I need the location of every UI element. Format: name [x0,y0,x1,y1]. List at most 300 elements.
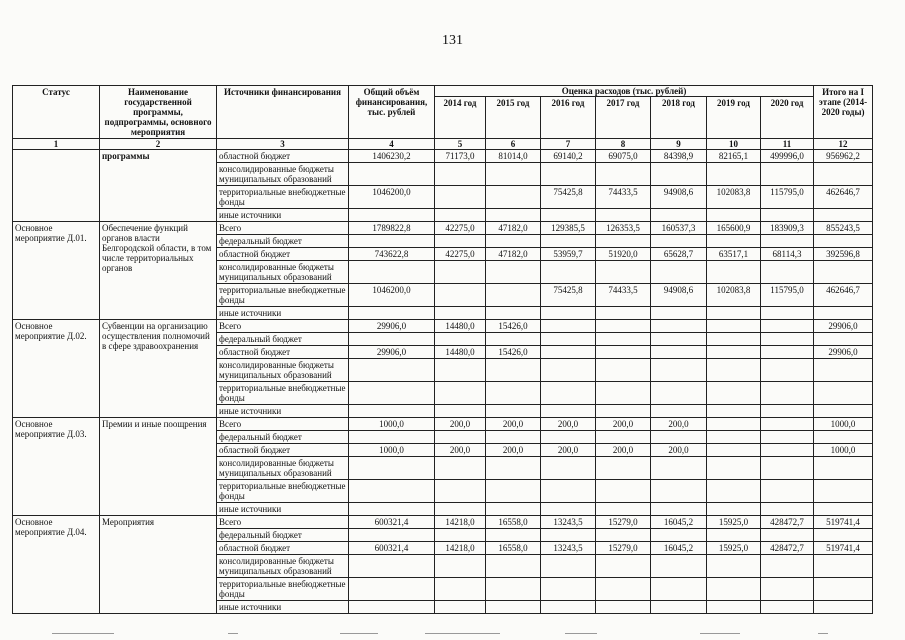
value-cell: 200,0 [596,444,651,457]
value-cell [707,382,761,405]
value-cell [486,359,541,382]
table-row [13,150,873,163]
value-cell: 200,0 [435,418,486,431]
value-cell [435,186,486,209]
name-cell: Премии и иные поощрения [100,418,217,516]
value-cell [541,382,596,405]
table-row [13,516,873,529]
column-number: 3 [217,139,349,150]
value-cell [486,163,541,186]
value-cell [435,209,486,222]
column-number: 4 [349,139,435,150]
value-cell [486,555,541,578]
status-header: Статус [13,86,100,139]
value-cell [541,578,596,601]
value-cell [761,346,814,359]
value-cell: 1000,0 [814,444,873,457]
value-cell [761,382,814,405]
value-cell: 499996,0 [761,150,814,163]
value-cell [707,405,761,418]
value-cell [541,235,596,248]
value-cell: 29906,0 [349,320,435,333]
year-header: 2015 год [486,97,541,139]
value-cell [596,235,651,248]
value-cell [435,163,486,186]
value-cell: 16045,2 [651,542,707,555]
value-cell [596,555,651,578]
value-cell [541,307,596,320]
value-cell [761,261,814,284]
value-cell [541,457,596,480]
value-cell: 68114,3 [761,248,814,261]
value-cell [651,307,707,320]
value-cell [435,307,486,320]
value-cell [814,235,873,248]
value-cell [486,601,541,614]
value-cell [349,333,435,346]
value-cell [435,503,486,516]
value-cell [761,431,814,444]
value-cell: 200,0 [596,418,651,431]
value-cell [761,578,814,601]
value-cell [761,503,814,516]
value-cell [814,209,873,222]
value-cell [761,359,814,382]
value-cell [761,555,814,578]
source-cell: областной бюджет [217,542,349,555]
value-cell: 82165,1 [707,150,761,163]
value-cell [596,209,651,222]
value-cell [814,578,873,601]
value-cell: 200,0 [651,418,707,431]
value-cell: 14218,0 [435,542,486,555]
value-cell [814,457,873,480]
value-cell: 75425,8 [541,284,596,307]
value-cell [707,333,761,346]
value-cell [707,163,761,186]
source-cell: федеральный бюджет [217,333,349,346]
value-cell: 94908,6 [651,186,707,209]
name-cell: программы [100,150,217,222]
value-cell [435,333,486,346]
value-cell: 94908,6 [651,284,707,307]
value-cell [486,480,541,503]
value-cell: 29906,0 [349,346,435,359]
value-cell [349,235,435,248]
value-cell: 47182,0 [486,222,541,235]
value-cell [814,555,873,578]
value-cell: 71173,0 [435,150,486,163]
value-cell: 69075,0 [596,150,651,163]
source-cell: Всего [217,320,349,333]
value-cell [435,359,486,382]
value-cell: 14480,0 [435,320,486,333]
value-cell [349,503,435,516]
value-cell: 392596,8 [814,248,873,261]
value-cell: 600321,4 [349,516,435,529]
value-cell: 126353,5 [596,222,651,235]
column-number: 5 [435,139,486,150]
value-cell [349,529,435,542]
value-cell: 16558,0 [486,516,541,529]
value-cell [814,405,873,418]
value-cell: 102083,8 [707,186,761,209]
value-cell [707,444,761,457]
table-row [13,222,873,235]
year-header: 2014 год [435,97,486,139]
value-cell: 15279,0 [596,542,651,555]
value-cell [349,261,435,284]
value-cell [761,209,814,222]
value-cell: 1000,0 [349,444,435,457]
column-number: 11 [761,139,814,150]
value-cell [596,405,651,418]
value-cell: 84398,9 [651,150,707,163]
value-cell: 47182,0 [486,248,541,261]
value-cell [435,555,486,578]
value-cell: 1046200,0 [349,186,435,209]
value-cell [486,307,541,320]
value-cell [707,503,761,516]
value-cell: 13243,5 [541,542,596,555]
source-cell: Всего [217,222,349,235]
name-cell: Субвенции на организацию осуществления полномочий в сфере здравоохранения [100,320,217,418]
value-cell [596,382,651,405]
value-cell [596,431,651,444]
header-row-1 [13,86,873,97]
value-cell [541,431,596,444]
value-cell [707,346,761,359]
value-cell [651,333,707,346]
value-cell: 74433,5 [596,284,651,307]
value-cell: 15279,0 [596,516,651,529]
value-cell: 1406230,2 [349,150,435,163]
value-cell: 14480,0 [435,346,486,359]
value-cell [486,186,541,209]
value-cell [435,382,486,405]
source-cell: территориальные внебюджетные фонды [217,284,349,307]
column-number: 8 [596,139,651,150]
source-cell: территориальные внебюджетные фонды [217,480,349,503]
value-cell [814,382,873,405]
value-cell [761,320,814,333]
value-cell [814,359,873,382]
status-cell: Основное мероприятие Д.04. [13,516,100,614]
value-cell: 102083,8 [707,284,761,307]
value-cell [707,261,761,284]
year-header: 2016 год [541,97,596,139]
value-cell: 81014,0 [486,150,541,163]
value-cell [349,209,435,222]
value-cell [596,480,651,503]
value-cell [435,601,486,614]
column-number: 1 [13,139,100,150]
column-number: 7 [541,139,596,150]
source-cell: консолидированные бюджеты муниципальных образований [217,457,349,480]
value-cell [349,307,435,320]
value-cell [707,307,761,320]
value-cell [486,578,541,601]
value-cell: 428472,7 [761,516,814,529]
value-cell: 200,0 [486,444,541,457]
value-cell [435,480,486,503]
year-header: 2017 год [596,97,651,139]
value-cell [596,359,651,382]
value-cell [707,431,761,444]
page-number: 131 [442,33,463,48]
value-cell: 855243,5 [814,222,873,235]
table-body [13,150,873,614]
name-cell: Обеспечение функций органов власти Белгородской области, в том числе территориальных органов [100,222,217,320]
value-cell [349,431,435,444]
value-cell [486,457,541,480]
value-cell [541,346,596,359]
value-cell [541,209,596,222]
value-cell: 183909,3 [761,222,814,235]
value-cell [814,307,873,320]
value-cell [435,529,486,542]
source-cell: иные источники [217,405,349,418]
value-cell: 160537,3 [651,222,707,235]
value-cell [761,418,814,431]
value-cell: 165600,9 [707,222,761,235]
value-cell: 1046200,0 [349,284,435,307]
status-cell: Основное мероприятие Д.01. [13,222,100,320]
value-cell: 63517,1 [707,248,761,261]
value-cell [814,163,873,186]
value-cell: 600321,4 [349,542,435,555]
value-cell: 15426,0 [486,320,541,333]
value-cell [541,503,596,516]
value-cell: 115795,0 [761,186,814,209]
value-cell: 1000,0 [349,418,435,431]
value-cell [814,601,873,614]
table-row [13,418,873,431]
value-cell: 200,0 [435,444,486,457]
name-cell: Мероприятия [100,516,217,614]
value-cell [651,359,707,382]
value-cell [596,578,651,601]
value-cell: 74433,5 [596,186,651,209]
stage-total-header: Итого на I этапе (2014-2020 годы) [814,86,873,139]
value-cell: 51920,0 [596,248,651,261]
status-cell: Основное мероприятие Д.03. [13,418,100,516]
value-cell [651,261,707,284]
value-cell [541,359,596,382]
value-cell [651,235,707,248]
value-cell [707,235,761,248]
value-cell [435,284,486,307]
value-cell: 15925,0 [707,542,761,555]
value-cell [596,529,651,542]
value-cell: 743622,8 [349,248,435,261]
value-cell [596,320,651,333]
value-cell: 200,0 [486,418,541,431]
value-cell [349,555,435,578]
year-header: 2020 год [761,97,814,139]
value-cell [541,320,596,333]
value-cell [761,444,814,457]
value-cell [651,209,707,222]
sources-header: Источники финансирования [217,86,349,139]
estimate-header: Оценка расходов (тыс. рублей) [435,86,814,97]
value-cell [707,457,761,480]
table-row [13,320,873,333]
value-cell [596,503,651,516]
value-cell: 29906,0 [814,346,873,359]
source-cell: консолидированные бюджеты муниципальных образований [217,261,349,284]
value-cell [596,163,651,186]
value-cell [761,235,814,248]
column-number-row [13,139,873,150]
source-cell: федеральный бюджет [217,235,349,248]
value-cell [707,359,761,382]
value-cell: 16558,0 [486,542,541,555]
value-cell [486,405,541,418]
status-cell [13,150,100,222]
value-cell [761,601,814,614]
value-cell: 1000,0 [814,418,873,431]
value-cell: 200,0 [541,444,596,457]
value-cell [486,261,541,284]
value-cell: 65628,7 [651,248,707,261]
value-cell [486,529,541,542]
value-cell [651,555,707,578]
value-cell [435,457,486,480]
value-cell [651,405,707,418]
source-cell: консолидированные бюджеты муниципальных образований [217,359,349,382]
source-cell: областной бюджет [217,248,349,261]
value-cell [814,333,873,346]
value-cell: 462646,7 [814,284,873,307]
column-number: 10 [707,139,761,150]
value-cell [707,555,761,578]
value-cell [349,601,435,614]
column-number: 2 [100,139,217,150]
value-cell: 428472,7 [761,542,814,555]
value-cell: 15925,0 [707,516,761,529]
value-cell [707,529,761,542]
value-cell [541,163,596,186]
value-cell [349,405,435,418]
value-cell: 1789822,8 [349,222,435,235]
value-cell: 75425,8 [541,186,596,209]
source-cell: территориальные внебюджетные фонды [217,382,349,405]
value-cell [486,431,541,444]
value-cell [707,209,761,222]
source-cell: областной бюджет [217,150,349,163]
value-cell [707,418,761,431]
value-cell [651,431,707,444]
value-cell: 69140,2 [541,150,596,163]
value-cell [435,431,486,444]
value-cell: 519741,4 [814,516,873,529]
budget-table [12,85,873,614]
value-cell [651,457,707,480]
value-cell [761,405,814,418]
value-cell [814,480,873,503]
value-cell [435,261,486,284]
source-cell: областной бюджет [217,444,349,457]
value-cell [349,382,435,405]
value-cell: 115795,0 [761,284,814,307]
value-cell [814,261,873,284]
source-cell: Всего [217,516,349,529]
value-cell [651,480,707,503]
value-cell [349,359,435,382]
value-cell [541,405,596,418]
source-cell: федеральный бюджет [217,431,349,444]
value-cell [541,480,596,503]
value-cell [541,601,596,614]
value-cell [761,163,814,186]
value-cell [651,382,707,405]
value-cell [651,503,707,516]
value-cell [596,346,651,359]
value-cell [651,320,707,333]
total-header: Общий объём финансирования, тыс. рублей [349,86,435,139]
value-cell [651,163,707,186]
column-number: 9 [651,139,707,150]
value-cell [596,601,651,614]
value-cell [596,457,651,480]
source-cell: областной бюджет [217,346,349,359]
source-cell: консолидированные бюджеты муниципальных образований [217,163,349,186]
value-cell [761,307,814,320]
value-cell: 42275,0 [435,248,486,261]
value-cell: 14218,0 [435,516,486,529]
value-cell [349,480,435,503]
source-cell: иные источники [217,307,349,320]
value-cell [541,529,596,542]
value-cell: 200,0 [651,444,707,457]
value-cell [541,261,596,284]
value-cell: 462646,7 [814,186,873,209]
value-cell: 129385,5 [541,222,596,235]
value-cell [486,503,541,516]
value-cell [651,529,707,542]
value-cell: 13243,5 [541,516,596,529]
year-header: 2019 год [707,97,761,139]
value-cell: 956962,2 [814,150,873,163]
value-cell [651,346,707,359]
value-cell [486,235,541,248]
value-cell [707,320,761,333]
value-cell [541,333,596,346]
year-header: 2018 год [651,97,707,139]
value-cell [761,480,814,503]
value-cell [349,457,435,480]
status-cell: Основное мероприятие Д.02. [13,320,100,418]
value-cell: 16045,2 [651,516,707,529]
name-header: Наименование государственной программы, подпрограммы, основного мероприятия [100,86,217,139]
source-cell: территориальные внебюджетные фонды [217,186,349,209]
value-cell [651,601,707,614]
value-cell [707,578,761,601]
value-cell: 200,0 [541,418,596,431]
value-cell [596,261,651,284]
value-cell: 519741,4 [814,542,873,555]
value-cell [761,529,814,542]
value-cell [761,333,814,346]
value-cell [486,284,541,307]
source-cell: иные источники [217,601,349,614]
value-cell [486,209,541,222]
value-cell [486,382,541,405]
source-cell: иные источники [217,503,349,516]
source-cell: федеральный бюджет [217,529,349,542]
value-cell: 53959,7 [541,248,596,261]
